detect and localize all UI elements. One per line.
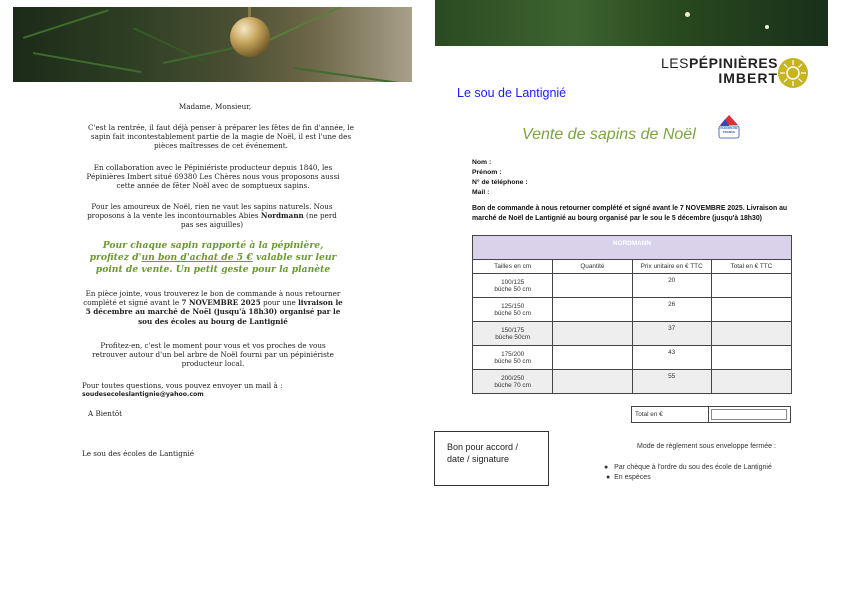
badge-text: FLEURS DE FRANCE	[720, 126, 738, 134]
org-name: Le sou de Lantignié	[457, 86, 567, 100]
sun-logo-icon	[777, 57, 809, 89]
promo-paragraph: Pour chaque sapin rapporté à la pépinière, profitez d'un bon d'achat de 5 € valable sur leur point de vente. Un petit geste pour la planète	[89, 240, 337, 275]
signature: Le sou des écoles de Lantignié	[82, 449, 194, 458]
letter-paragraph-3: Pour les amoureux de Noël, rien ne vaut les sapins naturels. Nous proposons à la vente les incontournables Abies Nordmann (ne perd pas ses aiguilles)	[87, 202, 337, 230]
payment-option-cash[interactable]: ● En espèces	[606, 474, 651, 481]
voucher-underline: un bon d'achat de 5 €	[141, 252, 253, 263]
letter-paragraph-2: En collaboration avec le Pépiniériste producteur depuis 1840, les Pépinières Imbert situé 69380 Les Chères nous vous proposons aussi cette année de fêter Noël avec de somptueux sapins.	[86, 163, 340, 191]
col-unit-price: Prix unitaire en € TTC	[632, 260, 711, 274]
total-cell[interactable]	[711, 346, 791, 370]
quantity-cell[interactable]	[553, 322, 632, 346]
nordmann-highlight: Nordmann	[260, 211, 304, 221]
total-cell[interactable]	[711, 370, 791, 394]
quantity-cell[interactable]	[553, 346, 632, 370]
contact-email[interactable]: soudesecoleslantignie@yahoo.com	[82, 391, 204, 398]
col-total: Total en € TTC	[711, 260, 791, 274]
table-row: 125/150 bûche 50 cm 26	[473, 298, 792, 322]
contact-line: Pour toutes questions, vous pouvez envoyer un mail à :	[82, 381, 283, 390]
field-telephone[interactable]: N° de téléphone :	[472, 179, 528, 186]
right-banner-image	[435, 0, 828, 46]
quantity-cell[interactable]	[553, 370, 632, 394]
form-title: Vente de sapins de Noël	[522, 126, 696, 143]
bullet-icon: ●	[604, 464, 615, 471]
total-cell[interactable]	[711, 322, 791, 346]
total-cell[interactable]	[711, 298, 791, 322]
payment-option-cheque[interactable]: ● Par chèque à l'ordre du sou des école de Lantignié	[604, 464, 772, 471]
grand-total-input[interactable]	[711, 409, 787, 420]
payment-title: Mode de règlement sous enveloppe fermée :	[637, 443, 776, 450]
quantity-cell[interactable]	[553, 298, 632, 322]
closing: A Bientôt	[88, 409, 123, 418]
table-row: 150/175 bûche 50cm 37	[473, 322, 792, 346]
total-cell[interactable]	[711, 274, 791, 298]
letter-paragraph-1: C'est la rentrée, il faut déjà penser à préparer les fêtes de fin d'année, le sapin fait incontestablement partie de la magie de Noël, il est l'une des pièces maîtresses de cet événement.	[88, 123, 354, 151]
field-nom[interactable]: Nom :	[472, 159, 492, 166]
table-row: 200/250 bûche 70 cm 55	[473, 370, 792, 394]
col-sizes: Tailles en cm	[473, 260, 553, 274]
letter-paragraph-4: En pièce jointe, vous trouverez le bon de commande à nous retourner complété et signé avant le 7 NOVEMBRE 2025 pour une livraison le 5 décembre au marché de Noël (jusqu'à 18h30) organisé par le sou des écoles au bourg de Lantignié	[83, 289, 343, 326]
table-row: 175/200 bûche 50 cm 43	[473, 346, 792, 370]
signature-box[interactable]: Bon pour accord / date / signature	[434, 431, 549, 486]
ornament-ball-icon	[230, 17, 270, 57]
total-divider	[708, 407, 709, 422]
letter-paragraph-5: Profitez-en, c'est le moment pour vous et vos proches de vous retrouver autour d'un bel arbre de Noël fourni par un pépiniériste producteur local.	[92, 341, 334, 369]
bullet-icon: ●	[606, 474, 615, 481]
order-instructions: Bon de commande à nous retourner complété et signé avant le 7 NOVEMBRE 2025. Livraison au marché de Noël de Lantignié au bourg organisé par le sou le 5 décembre (jusqu'à 18h30)	[472, 205, 788, 222]
total-label: Total en €	[635, 411, 663, 418]
col-quantity: Quantité	[553, 260, 632, 274]
brand-logo: LESPÉPINIÈRES IMBERT	[661, 55, 778, 86]
quantity-cell[interactable]	[553, 274, 632, 298]
table-row: 100/125 bûche 50 cm 20	[473, 274, 792, 298]
field-mail[interactable]: Mail :	[472, 189, 490, 196]
table-header-nordmann: NORDMANN	[473, 236, 792, 260]
letter-greeting: Madame, Monsieur,	[178, 102, 252, 111]
fleurs-de-france-badge-icon	[716, 113, 742, 141]
total-box	[631, 406, 791, 423]
order-table	[472, 235, 792, 394]
left-banner-image	[13, 7, 412, 82]
field-prenom[interactable]: Prénom :	[472, 169, 502, 176]
